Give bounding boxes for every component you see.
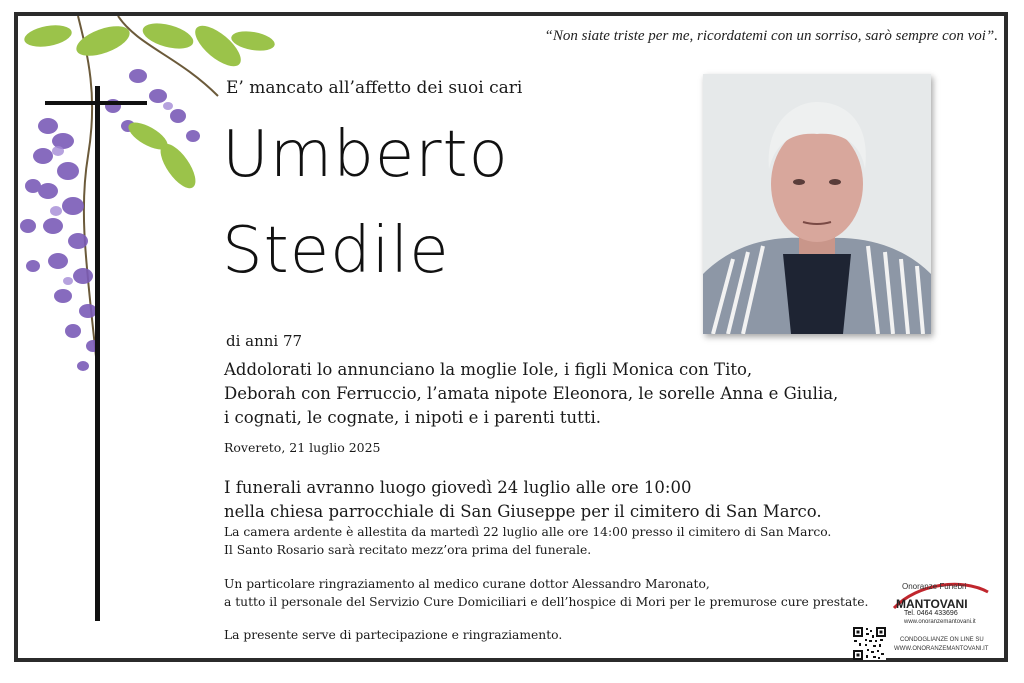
funeral-home-subtitle: Onoranze Funebri [902, 582, 967, 591]
funeral-home-website: www.onoranzemantovani.it [904, 619, 976, 625]
funeral-block [224, 476, 924, 524]
funeral-home-name: MANTOVANI [896, 597, 968, 611]
announcement-line: Addolorati lo annunciano la moglie Iole, i figli Monica con Tito, [224, 360, 753, 379]
funeral-home-phone: Tel. 0464 433696 [904, 610, 958, 617]
funeral-details [224, 523, 904, 559]
funeral-line: nella chiesa parrocchiale di San Giuseppe per il cimitero di San Marco. [224, 502, 822, 521]
closing-line: La presente serve di partecipazione e ringraziamento. [224, 628, 563, 642]
funeral-line: I funerali avranno luogo giovedì 24 luglio alle ore 10:00 [224, 478, 692, 497]
qr-code-icon[interactable] [853, 627, 886, 660]
condolences-website[interactable]: WWW.ONORANZEMANTOVANI.IT [894, 646, 989, 652]
funeral-detail-line: Il Santo Rosario sarà recitato mezz’ora prima del funerale. [224, 543, 592, 557]
intro-line: E’ mancato all’affetto dei suoi cari [226, 78, 523, 98]
age-line: di anni 77 [226, 332, 303, 350]
thanks-line: Un particolare ringraziamento al medico curane dottor Alessandro Maronato, [224, 577, 710, 591]
portrait-photo [703, 74, 931, 334]
cross-icon [40, 86, 150, 626]
announcement-line: i cognati, le cognate, i nipoti e i parenti tutti. [224, 408, 601, 427]
announcement-block [224, 358, 864, 430]
memorial-quote: “Non siate triste per me, ricordatemi con un sorriso, sarò sempre con voi”. [544, 28, 998, 44]
announcement-line: Deborah con Ferruccio, l’amata nipote Eleonora, le sorelle Anna e Giulia, [224, 384, 839, 403]
thanks-line: a tutto il personale del Servizio Cure Domiciliari e dell’hospice di Mori per le premurose cure prestate. [224, 595, 869, 609]
last-name: Stedile [222, 214, 450, 288]
first-name: Umberto [222, 118, 509, 192]
funeral-detail-line: La camera ardente è allestita da martedì 22 luglio alle ore 14:00 presso il cimitero di San Marco. [224, 525, 832, 539]
condolences-label: CONDOGLIANZE ON LINE SU [900, 637, 984, 643]
thanks-block [224, 575, 904, 611]
place-date: Rovereto, 21 luglio 2025 [224, 440, 381, 455]
